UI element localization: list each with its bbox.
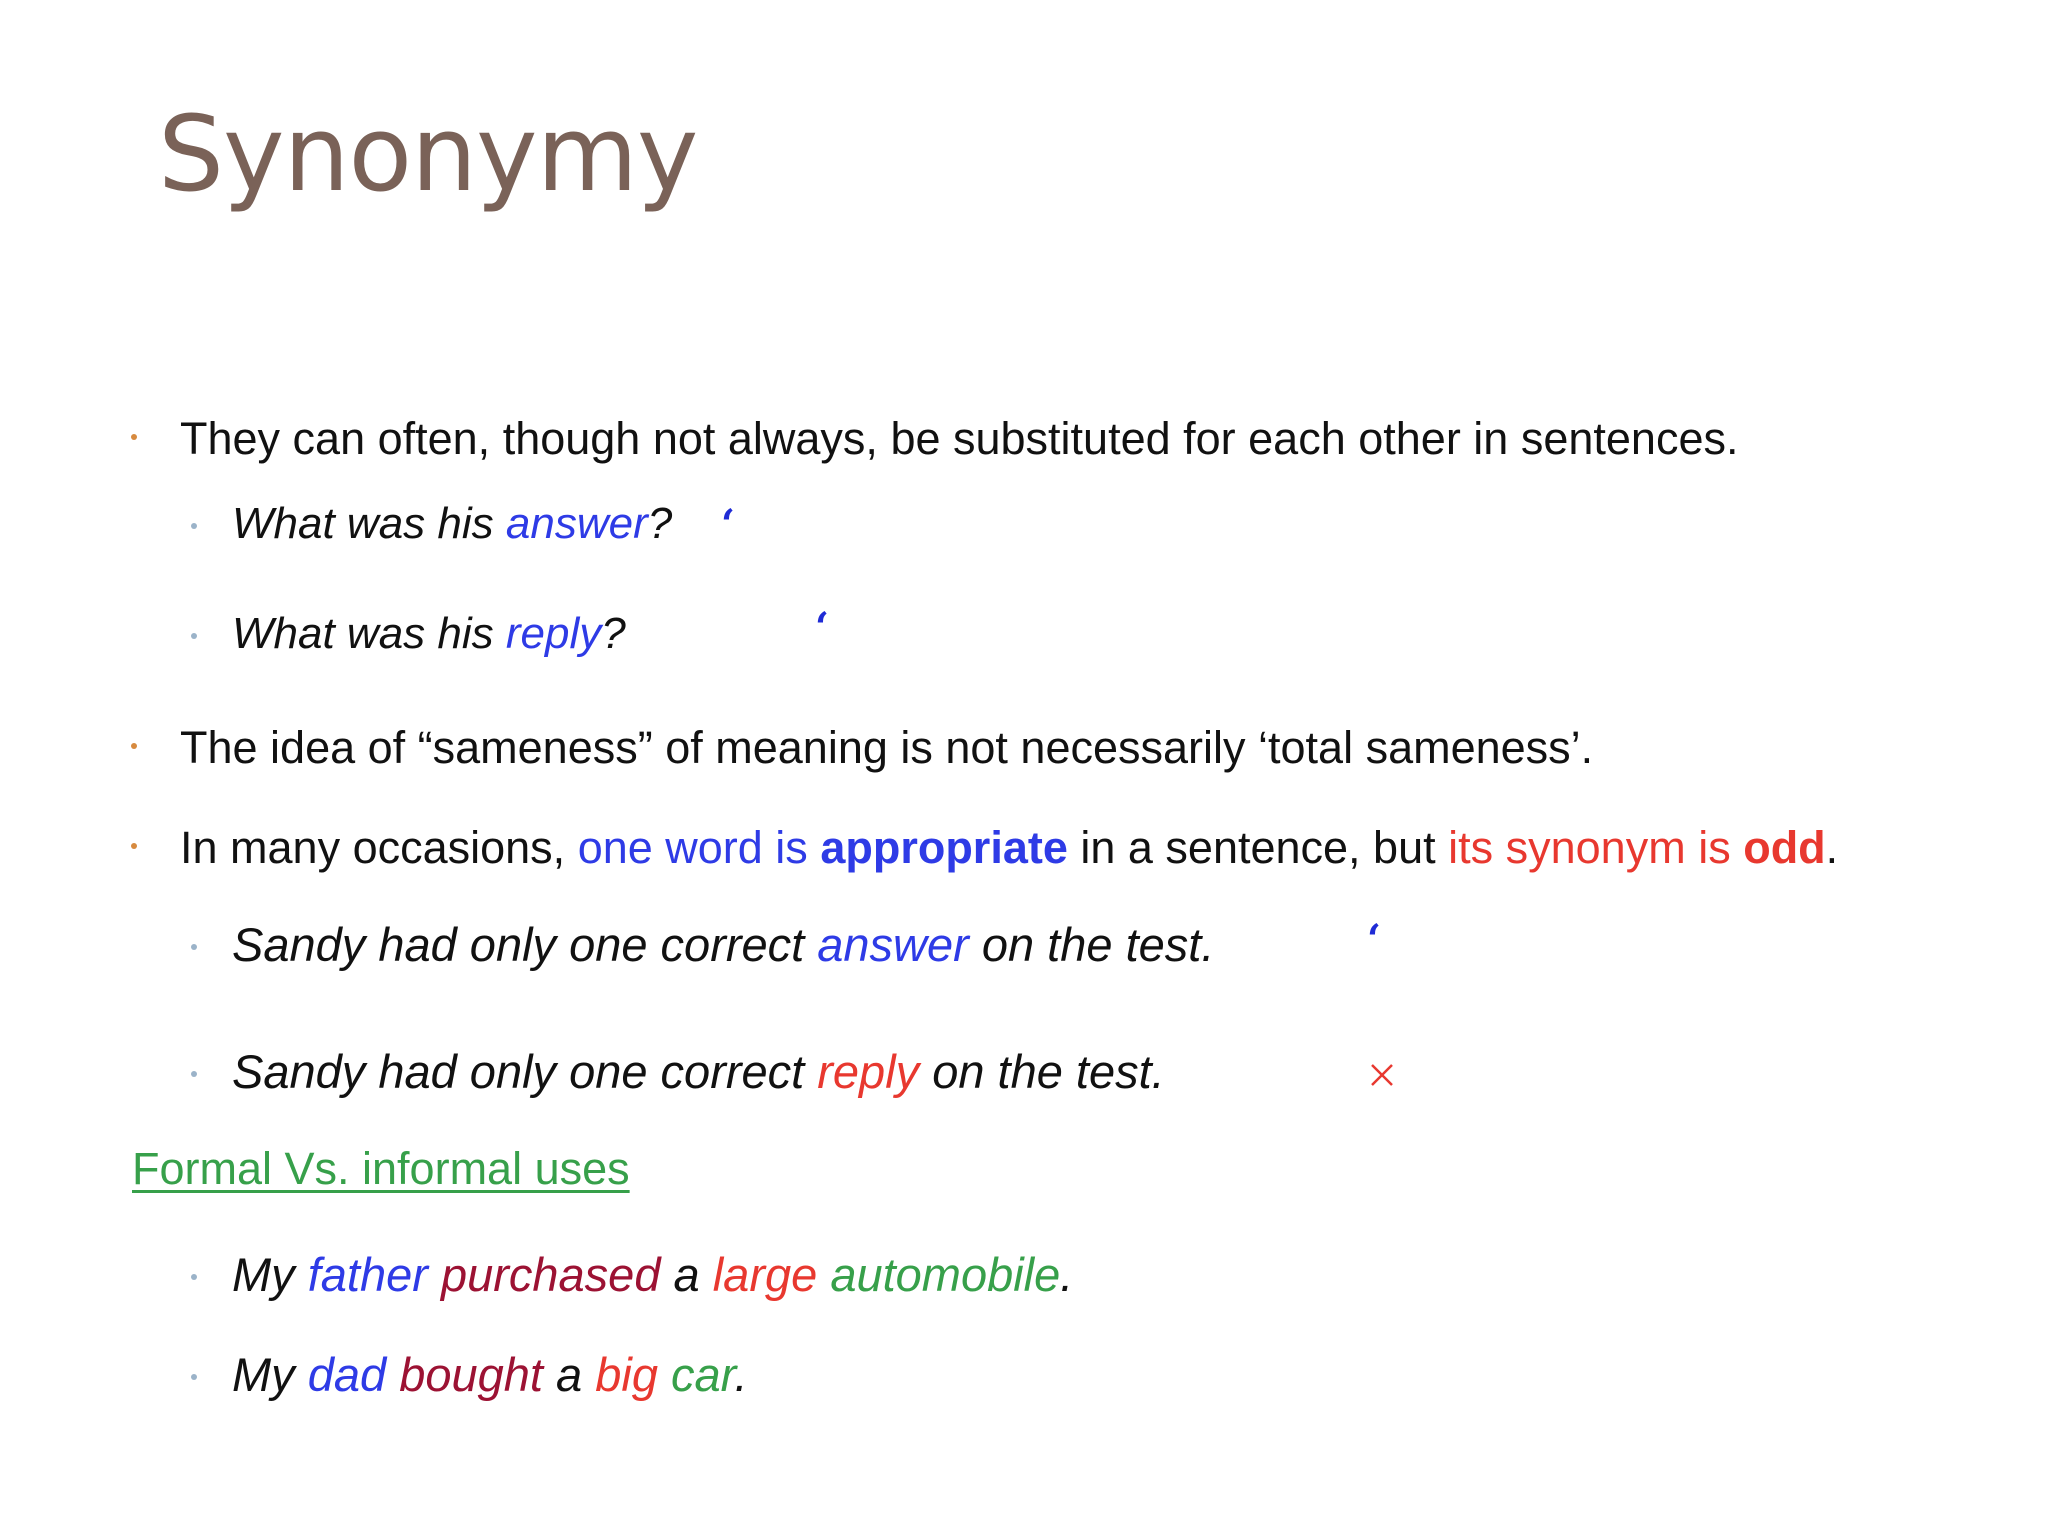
word-father: father (307, 1248, 428, 1301)
example-reply: What was his reply? (232, 609, 626, 658)
bullet-dot (191, 944, 197, 950)
example-formal: My father purchased a large automobile. (232, 1248, 1074, 1301)
word-car: car (671, 1348, 735, 1401)
example-informal: My dad bought a big car. (232, 1348, 748, 1401)
acceptable-mark-icon: ‘ (815, 604, 829, 651)
word-purchased: purchased (440, 1248, 661, 1301)
example-sandy-answer: Sandy had only one correct answer on the test. (232, 918, 1215, 971)
bullet-dot (191, 633, 197, 639)
bullet-dot (191, 1374, 197, 1380)
example-sandy-reply: Sandy had only one correct reply on the test. (232, 1045, 1165, 1098)
word-reply: reply (505, 609, 602, 658)
word-dad: dad (307, 1348, 387, 1401)
acceptable-mark-icon: ‘ (1367, 916, 1381, 963)
word-reply: reply (817, 1045, 920, 1098)
word-odd: odd (1743, 822, 1826, 873)
slide-title: Synonymy (158, 93, 698, 215)
word-automobile: automobile (830, 1248, 1061, 1301)
word-bought: bought (399, 1348, 543, 1401)
bullet-dot (191, 1274, 197, 1280)
word-big: big (595, 1348, 658, 1401)
bullet-dot (131, 434, 137, 440)
word-appropriate: appropriate (820, 822, 1068, 873)
bullet-sameness: The idea of “sameness” of meaning is not necessarily ‘total sameness’. (180, 722, 1594, 773)
cross-icon (1367, 1060, 1397, 1090)
word-answer: answer (817, 918, 969, 971)
word-answer: answer (505, 499, 648, 548)
word-large: large (712, 1248, 818, 1301)
bullet-substitution: They can often, though not always, be substituted for each other in sentences. (180, 413, 1739, 464)
bullet-dot (191, 523, 197, 529)
acceptable-mark-icon: ‘ (721, 501, 735, 548)
bullet-occasions: In many occasions, one word is appropriate in a sentence, but its synonym is odd. (180, 822, 1839, 873)
formal-informal-heading: Formal Vs. informal uses (132, 1143, 630, 1194)
bullet-dot (191, 1071, 197, 1077)
bullet-dot (131, 743, 137, 749)
bullet-dot (131, 843, 137, 849)
example-answer: What was his answer? (232, 499, 673, 548)
